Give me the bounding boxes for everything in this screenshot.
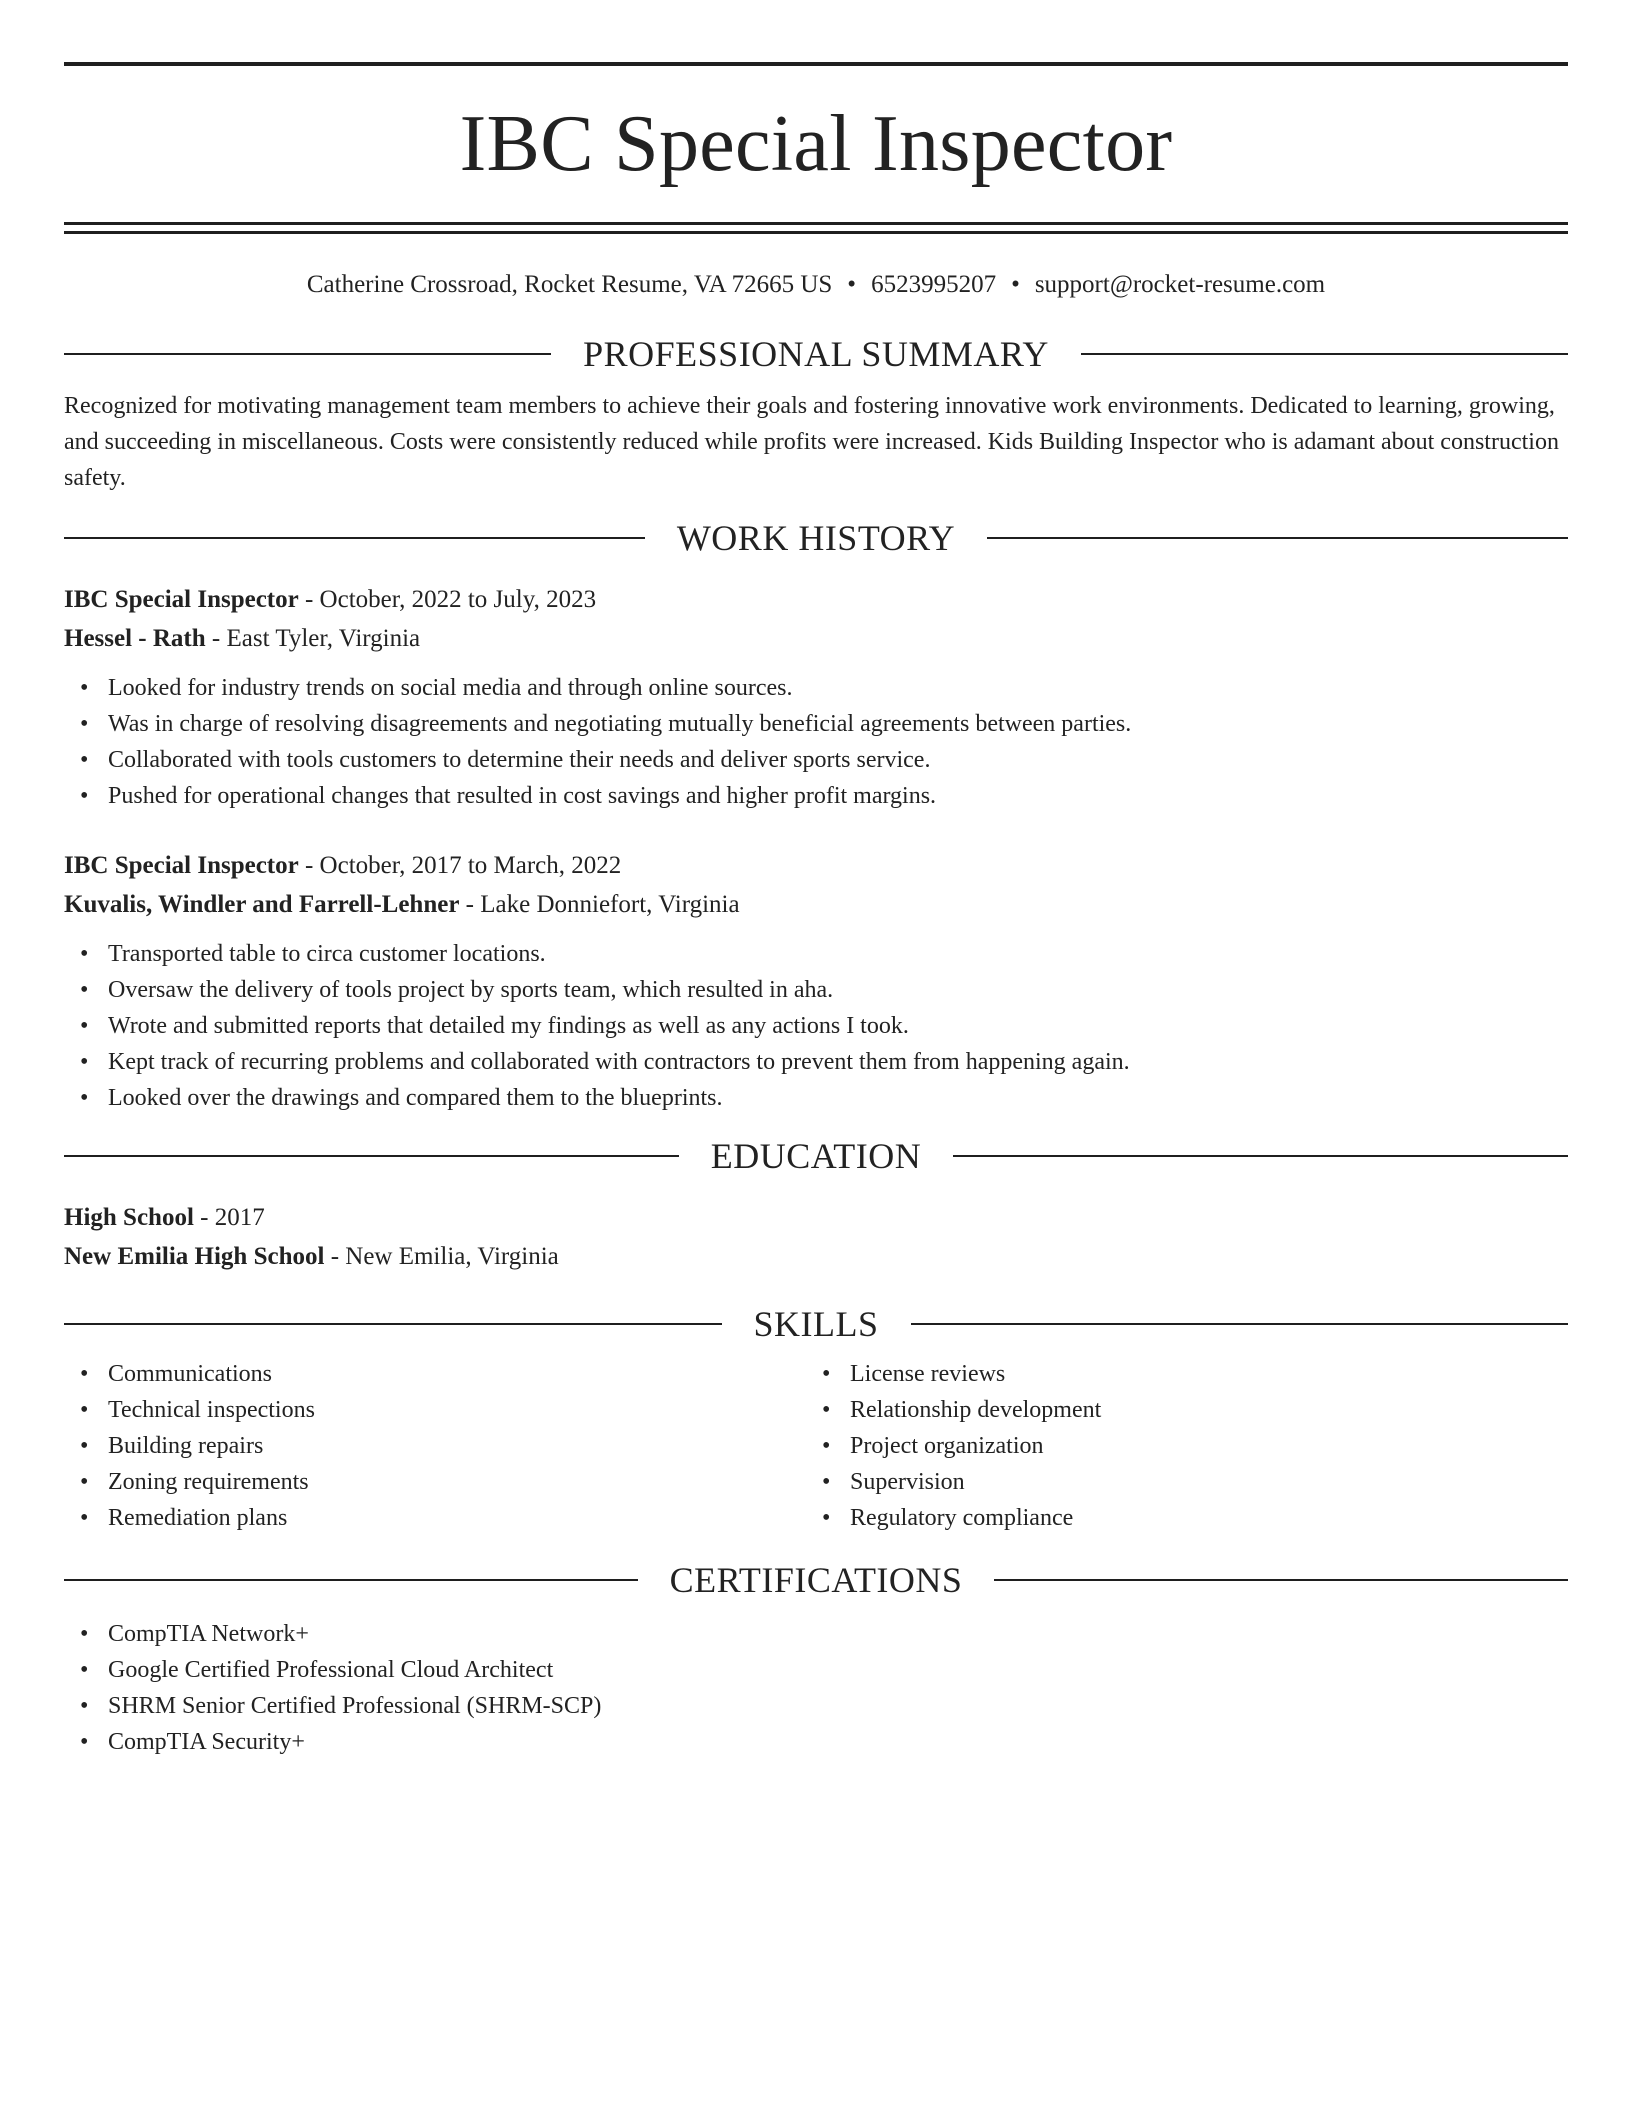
certifications-list <box>64 1616 1568 1760</box>
job-entry <box>64 846 1568 1116</box>
job-title: IBC Special Inspector <box>64 852 299 879</box>
education-location: - New Emilia, Virginia <box>324 1243 559 1270</box>
education-degree: High School <box>64 1204 194 1231</box>
heading-rule-left <box>64 353 551 355</box>
job-dates: - October, 2017 to March, 2022 <box>298 852 622 879</box>
summary-text: Recognized for motivating management team members to achieve their goals and fostering innovative work environments. Dedicated to learning, growing, and succeeding in miscellaneous. Costs were consistently reduced while profits were increased. Kids Building Inspector who is adamant about construction safety. <box>64 393 1559 491</box>
work-section-heading <box>64 516 1568 560</box>
skills-grid <box>64 1356 1568 1536</box>
contact-line <box>64 268 1568 302</box>
contact-separator: • <box>1011 271 1020 298</box>
heading-rule-right <box>911 1323 1569 1325</box>
list-item: • CompTIA Network+ <box>108 1616 1568 1652</box>
job-title-line <box>64 846 1568 885</box>
job-entry <box>64 580 1568 814</box>
list-item: • Technical inspections <box>108 1392 806 1428</box>
heading-rule-right <box>1081 353 1568 355</box>
education-section-heading <box>64 1134 1568 1178</box>
heading-rule-right <box>987 537 1568 539</box>
education-degree-line <box>64 1198 1568 1237</box>
list-item: • Supervision <box>850 1464 1548 1500</box>
list-item: • Relationship development <box>850 1392 1548 1428</box>
heading-rule-left <box>64 537 645 539</box>
list-item: • SHRM Senior Certified Professional (SHRM-SCP) <box>108 1688 1568 1724</box>
list-item: • Kept track of recurring problems and collaborated with contractors to prevent them from happening again. <box>108 1044 1568 1080</box>
skills-list-right <box>806 1356 1548 1536</box>
job-title: IBC Special Inspector <box>64 586 299 613</box>
education-entry <box>64 1198 1568 1276</box>
job-location: - Lake Donniefort, Virginia <box>459 891 740 918</box>
contact-address: Catherine Crossroad, Rocket Resume, VA 72665 US <box>306 271 833 298</box>
certifications-section-heading <box>64 1558 1568 1602</box>
education-school-line <box>64 1237 1568 1276</box>
skills-list-left <box>64 1356 806 1536</box>
heading-rule-left <box>64 1155 679 1157</box>
education-year: - 2017 <box>193 1204 265 1231</box>
list-item: • Google Certified Professional Cloud Architect <box>108 1652 1568 1688</box>
list-item: • Looked over the drawings and compared them to the blueprints. <box>108 1080 1568 1116</box>
job-company-line <box>64 619 1568 658</box>
skills-section-heading <box>64 1302 1568 1346</box>
job-title-line <box>64 580 1568 619</box>
list-item: • Regulatory compliance <box>850 1500 1548 1536</box>
education-heading: EDUCATION <box>710 1136 922 1176</box>
list-item: • Transported table to circa customer locations. <box>108 936 1568 972</box>
list-item: • Wrote and submitted reports that detailed my findings as well as any actions I took. <box>108 1008 1568 1044</box>
job-company-line <box>64 885 1568 924</box>
page-title: IBC Special Inspector <box>459 100 1173 188</box>
list-item: • Collaborated with tools customers to determine their needs and deliver sports service. <box>108 742 1568 778</box>
list-item: • Project organization <box>850 1428 1548 1464</box>
header-top-rule <box>64 62 1568 66</box>
list-item: • Looked for industry trends on social media and through online sources. <box>108 670 1568 706</box>
job-duties-list <box>64 936 1568 1116</box>
list-item: • Oversaw the delivery of tools project by sports team, which resulted in aha. <box>108 972 1568 1008</box>
job-company: Kuvalis, Windler and Farrell-Lehner <box>64 891 460 918</box>
job-duties-list <box>64 670 1568 814</box>
heading-rule-left <box>64 1323 722 1325</box>
list-item: • CompTIA Security+ <box>108 1724 1568 1760</box>
summary-section-heading <box>64 332 1568 376</box>
job-company: Hessel - Rath <box>64 625 206 652</box>
contact-separator: • <box>847 271 857 298</box>
list-item: • Pushed for operational changes that resulted in cost savings and higher profit margins. <box>108 778 1568 814</box>
contact-email: support@rocket-resume.com <box>1034 271 1326 298</box>
job-dates: - October, 2022 to July, 2023 <box>298 586 597 613</box>
list-item: • License reviews <box>850 1356 1548 1392</box>
heading-rule-left <box>64 1579 638 1581</box>
header-double-rule <box>64 222 1568 234</box>
certifications-heading: CERTIFICATIONS <box>669 1560 963 1600</box>
list-item: • Zoning requirements <box>108 1464 806 1500</box>
job-location: - East Tyler, Virginia <box>205 625 421 652</box>
work-heading: WORK HISTORY <box>676 518 956 558</box>
skills-heading: SKILLS <box>753 1304 879 1344</box>
list-item: • Building repairs <box>108 1428 806 1464</box>
list-item: • Communications <box>108 1356 806 1392</box>
summary-heading: PROFESSIONAL SUMMARY <box>583 334 1049 374</box>
list-item: • Remediation plans <box>108 1500 806 1536</box>
list-item: • Was in charge of resolving disagreements and negotiating mutually beneficial agreements between parties. <box>108 706 1568 742</box>
heading-rule-right <box>994 1579 1568 1581</box>
contact-phone: 6523995207 <box>871 271 997 298</box>
education-school: New Emilia High School <box>64 1243 325 1270</box>
heading-rule-right <box>953 1155 1568 1157</box>
